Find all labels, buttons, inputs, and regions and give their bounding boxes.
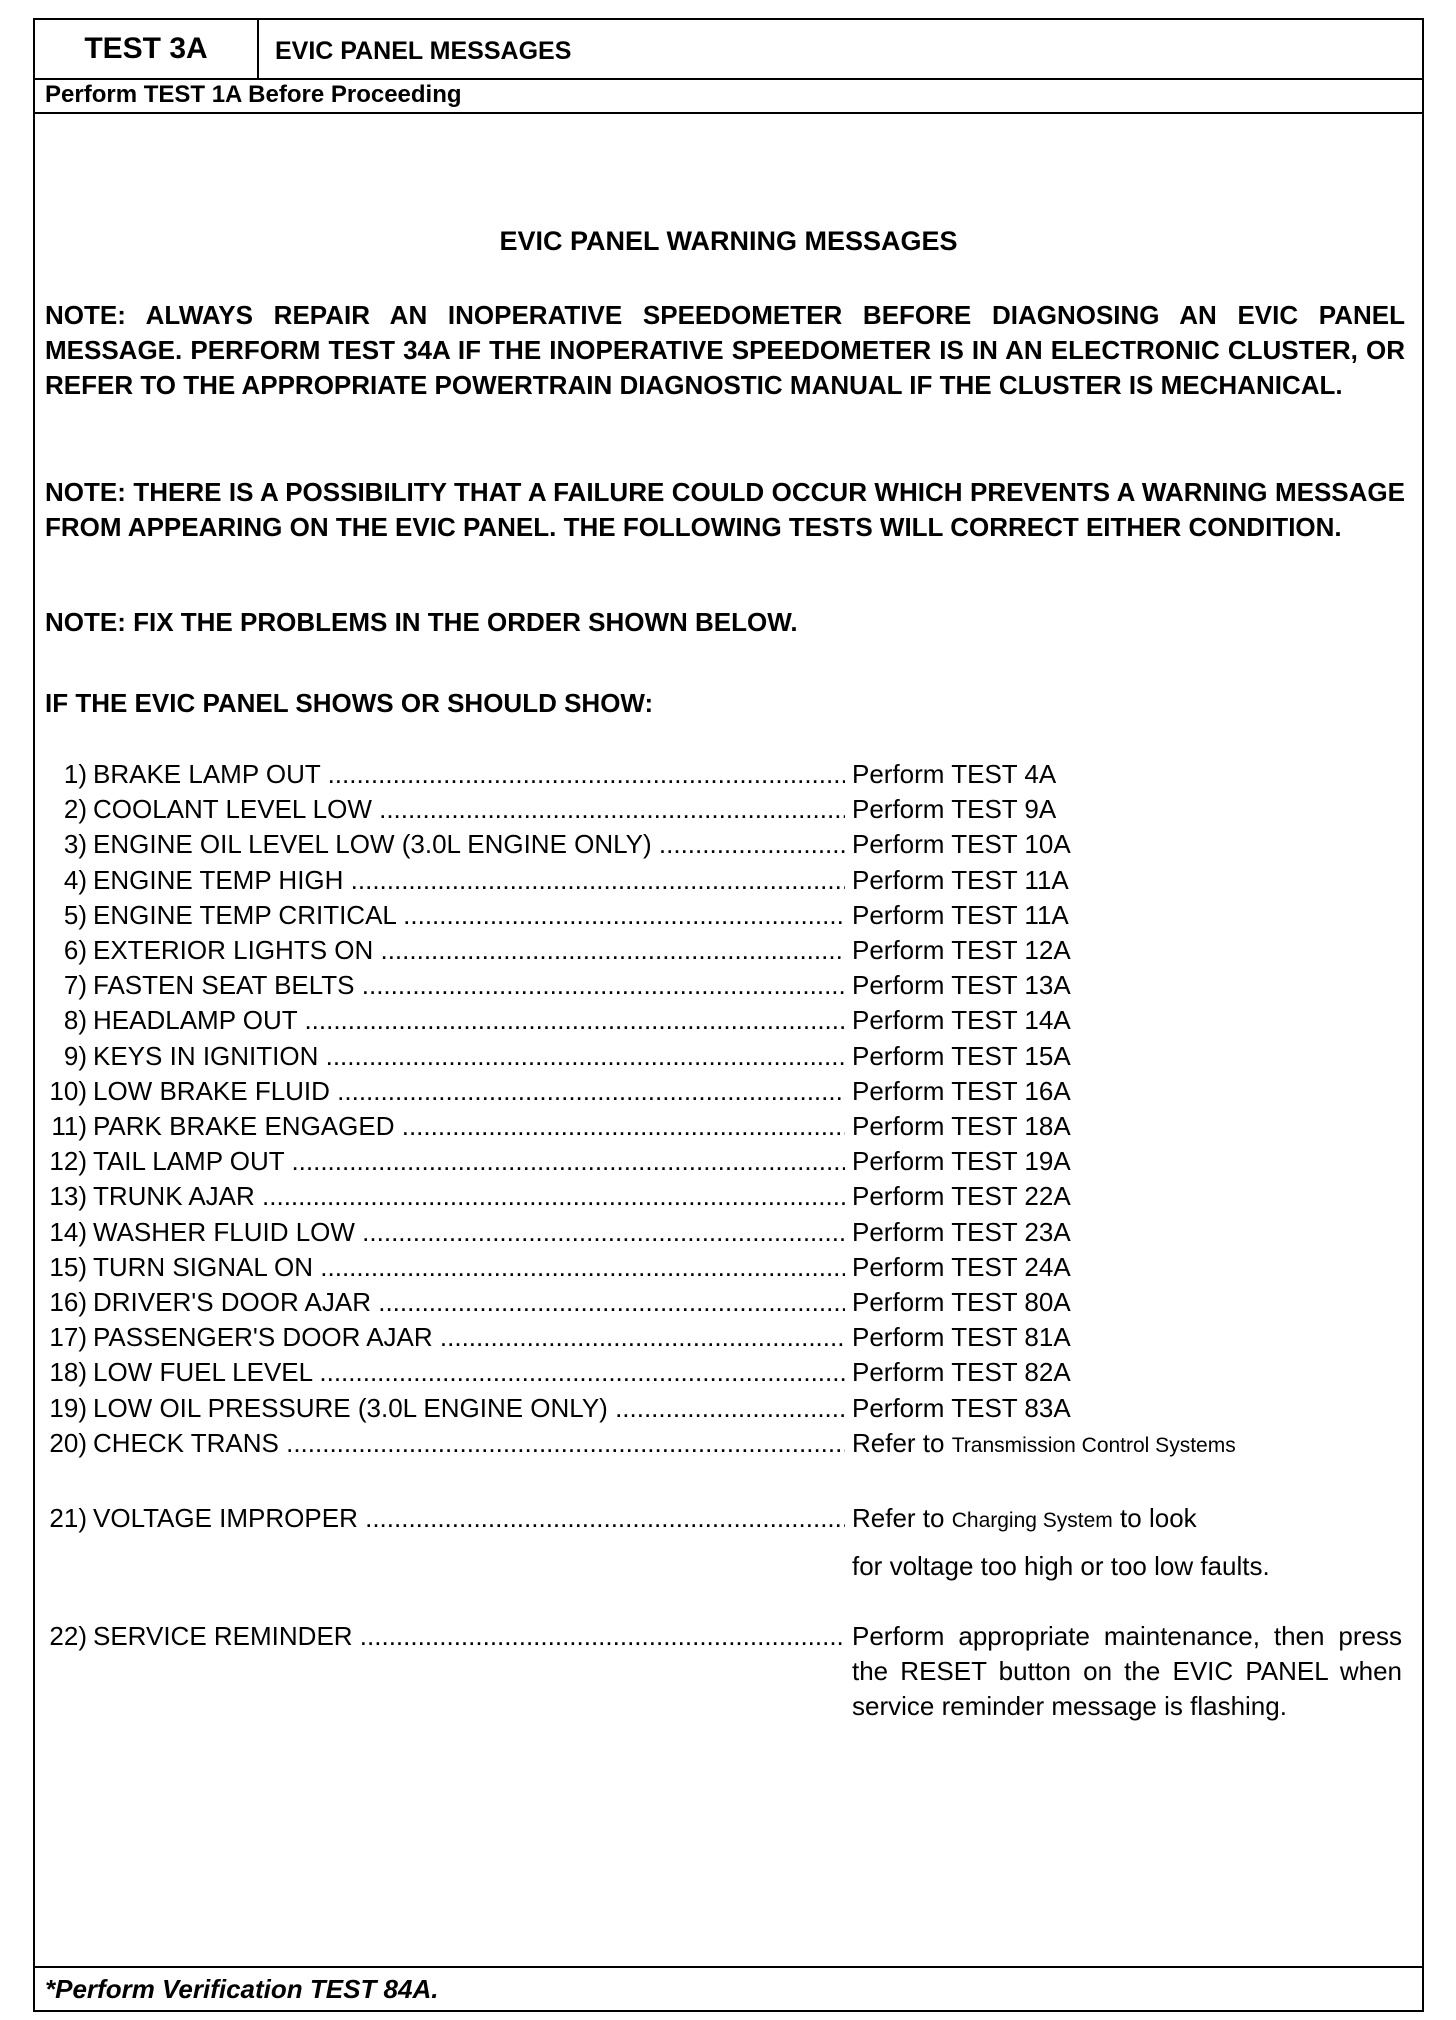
message-row xyxy=(35,1250,1422,1285)
message-text: KEYS IN IGNITION ..... xyxy=(93,1039,845,1074)
message-row xyxy=(35,1215,1422,1250)
message-row xyxy=(35,1074,1422,1109)
action-text: Perform TEST 81A xyxy=(852,1322,1071,1353)
message-text: SERVICE REMINDER ..... xyxy=(93,1619,845,1654)
message-action xyxy=(852,827,1412,862)
action-text: Perform TEST 4A xyxy=(852,759,1057,789)
message-row xyxy=(35,1391,1422,1426)
message-text: FASTEN SEAT BELTS ..... xyxy=(93,968,845,1003)
message-row xyxy=(35,968,1422,1003)
message-action xyxy=(852,757,1412,792)
message-number: 6) xyxy=(63,935,87,965)
message-row-21 xyxy=(35,1501,1422,1536)
message-22-action: Perform appropriate maintenance, then press the RESET button on the EVIC PANEL when service reminder message is flashing. xyxy=(852,1621,1402,1721)
action-text: Perform TEST 14A xyxy=(852,1005,1071,1036)
action-text: Perform TEST 13A xyxy=(852,970,1071,1001)
verification-footer: *Perform Verification TEST 84A. xyxy=(45,1974,439,2004)
message-text: DRIVER'S DOOR AJAR ..... xyxy=(93,1285,845,1320)
message-number: 8) xyxy=(63,1005,87,1036)
prerequisite-text: Perform TEST 1A Before Proceeding xyxy=(45,81,462,108)
message-action xyxy=(852,1179,1412,1214)
message-action xyxy=(852,1109,1412,1144)
action-text: Perform TEST 18A xyxy=(852,1111,1071,1141)
message-21-continuation: for voltage too high or too low faults. xyxy=(852,1551,1270,1581)
note-order: NOTE: FIX THE PROBLEMS IN THE ORDER SHOWN BELOW. xyxy=(45,607,798,637)
message-action xyxy=(852,1355,1412,1390)
message-text: CHECK TRANS ..... xyxy=(93,1426,845,1461)
action-text: Perform TEST 11A xyxy=(852,899,1069,930)
action-text: Perform TEST 82A xyxy=(852,1357,1071,1388)
message-row xyxy=(35,1109,1422,1144)
note-failure: NOTE: THERE IS A POSSIBILITY THAT A FAILURE COULD OCCUR WHICH PREVENTS A WARNING MESSAGE FROM APPEARING ON THE EVIC PANEL. THE FOLLOWING TESTS WILL CORRECT EITHER CONDITION. xyxy=(45,477,1405,542)
message-number: 10) xyxy=(49,1075,87,1106)
message-number: 11) xyxy=(51,1111,87,1141)
note-speedometer: NOTE: ALWAYS REPAIR AN INOPERATIVE SPEEDOMETER BEFORE DIAGNOSING AN EVIC PANEL MESSAGE. PERFORM TEST 34A IF THE INOPERATIVE SPEEDOMETER IS IN AN ELECTRONIC CLUSTER, OR REFER TO THE APPROPRIATE POWERTRAIN DIAGNOSTIC MANUAL IF THE CLUSTER IS MECHANICAL. xyxy=(45,300,1405,400)
message-number: 9) xyxy=(63,1040,87,1071)
action-text: Perform TEST 23A xyxy=(852,1216,1071,1247)
message-action xyxy=(852,1250,1412,1285)
message-action xyxy=(852,1074,1412,1109)
message-number: 21) xyxy=(49,1503,87,1533)
message-action xyxy=(852,1039,1412,1074)
message-action xyxy=(852,1215,1412,1250)
message-row xyxy=(35,1003,1422,1038)
message-text: WASHER FLUID LOW ..... xyxy=(93,1215,845,1250)
message-text: VOLTAGE IMPROPER ..... xyxy=(93,1501,845,1536)
message-row xyxy=(35,827,1422,862)
action-text: Perform TEST 15A xyxy=(852,1040,1071,1071)
message-text: EXTERIOR LIGHTS ON ..... xyxy=(93,933,845,968)
message-row xyxy=(35,1039,1422,1074)
list-intro: IF THE EVIC PANEL SHOWS OR SHOULD SHOW: xyxy=(45,688,654,718)
message-row xyxy=(35,1144,1422,1179)
message-number: 20) xyxy=(49,1427,87,1458)
prerequisite-row xyxy=(35,80,1422,114)
message-text: ENGINE OIL LEVEL LOW (3.0L ENGINE ONLY) ..... xyxy=(93,827,845,862)
header-row xyxy=(35,20,1422,80)
message-action xyxy=(852,863,1412,898)
action-suffix: to look xyxy=(1120,1503,1197,1533)
message-action xyxy=(852,968,1412,1003)
message-text: BRAKE LAMP OUT ..... xyxy=(93,757,845,792)
message-number: 16) xyxy=(49,1287,87,1317)
message-number: 14) xyxy=(49,1216,87,1247)
message-text: TRUNK AJAR ..... xyxy=(93,1179,845,1214)
action-reference: Charging System xyxy=(951,1509,1113,1532)
action-text: Perform TEST 11A xyxy=(852,864,1069,895)
message-number: 4) xyxy=(63,864,87,895)
message-number: 22) xyxy=(49,1621,87,1651)
message-number: 2) xyxy=(63,794,87,825)
message-row xyxy=(35,933,1422,968)
test-id: TEST 3A xyxy=(84,32,208,65)
message-text: TURN SIGNAL ON ..... xyxy=(93,1250,845,1285)
action-text: Perform TEST 24A xyxy=(852,1251,1071,1282)
action-text: Perform TEST 22A xyxy=(852,1181,1071,1212)
message-text: LOW FUEL LEVEL ..... xyxy=(93,1355,845,1390)
test-sheet xyxy=(33,18,1424,2012)
message-row xyxy=(35,757,1422,792)
message-number: 12) xyxy=(49,1146,87,1177)
action-text: Perform TEST 80A xyxy=(852,1287,1071,1317)
message-number: 1) xyxy=(63,759,87,789)
message-text: ENGINE TEMP HIGH ..... xyxy=(93,863,845,898)
message-number: 19) xyxy=(49,1392,87,1423)
message-number: 5) xyxy=(63,899,87,930)
message-number: 17) xyxy=(49,1322,87,1353)
message-number: 15) xyxy=(49,1251,87,1282)
message-action xyxy=(852,1144,1412,1179)
message-action xyxy=(852,1320,1412,1355)
action-text: Perform TEST 9A xyxy=(852,794,1057,825)
footer-row xyxy=(35,1966,1422,2010)
action-text: Refer to xyxy=(852,1427,945,1458)
message-row xyxy=(35,1320,1422,1355)
message-number: 3) xyxy=(63,829,87,860)
message-number: 7) xyxy=(63,970,87,1001)
test-id-box xyxy=(35,20,259,78)
section-title: EVIC PANEL WARNING MESSAGES xyxy=(499,226,958,256)
message-text: PASSENGER'S DOOR AJAR ..... xyxy=(93,1320,845,1355)
message-action xyxy=(852,1501,1412,1538)
message-text: PARK BRAKE ENGAGED ..... xyxy=(93,1109,845,1144)
message-text: TAIL LAMP OUT ..... xyxy=(93,1144,845,1179)
message-number: 13) xyxy=(49,1181,87,1212)
action-text: Perform TEST 16A xyxy=(852,1075,1071,1106)
message-row xyxy=(35,792,1422,827)
message-action xyxy=(852,933,1412,968)
message-row xyxy=(35,1179,1422,1214)
message-number: 18) xyxy=(49,1357,87,1388)
message-action xyxy=(852,1391,1412,1426)
message-action xyxy=(852,1426,1412,1463)
message-action xyxy=(852,792,1412,827)
action-text: Perform TEST 10A xyxy=(852,829,1071,860)
message-action xyxy=(852,898,1412,933)
action-text: Perform TEST 19A xyxy=(852,1146,1071,1177)
action-reference: Transmission Control Systems xyxy=(951,1433,1236,1457)
message-text: LOW BRAKE FLUID ..... xyxy=(93,1074,845,1109)
message-row xyxy=(35,1285,1422,1320)
message-text: LOW OIL PRESSURE (3.0L ENGINE ONLY) ..... xyxy=(93,1391,845,1426)
test-title: EVIC PANEL MESSAGES xyxy=(275,37,572,65)
message-text: COOLANT LEVEL LOW ..... xyxy=(93,792,845,827)
message-text: HEADLAMP OUT ..... xyxy=(93,1003,845,1038)
action-text: Perform TEST 83A xyxy=(852,1392,1071,1423)
action-text: Perform TEST 12A xyxy=(852,935,1071,965)
message-text: ENGINE TEMP CRITICAL ..... xyxy=(93,898,845,933)
message-action xyxy=(852,1285,1412,1320)
message-action xyxy=(852,1003,1412,1038)
message-row xyxy=(35,1355,1422,1390)
action-prefix: Refer to xyxy=(852,1503,945,1533)
message-row xyxy=(35,898,1422,933)
message-row xyxy=(35,1426,1422,1461)
message-row xyxy=(35,863,1422,898)
